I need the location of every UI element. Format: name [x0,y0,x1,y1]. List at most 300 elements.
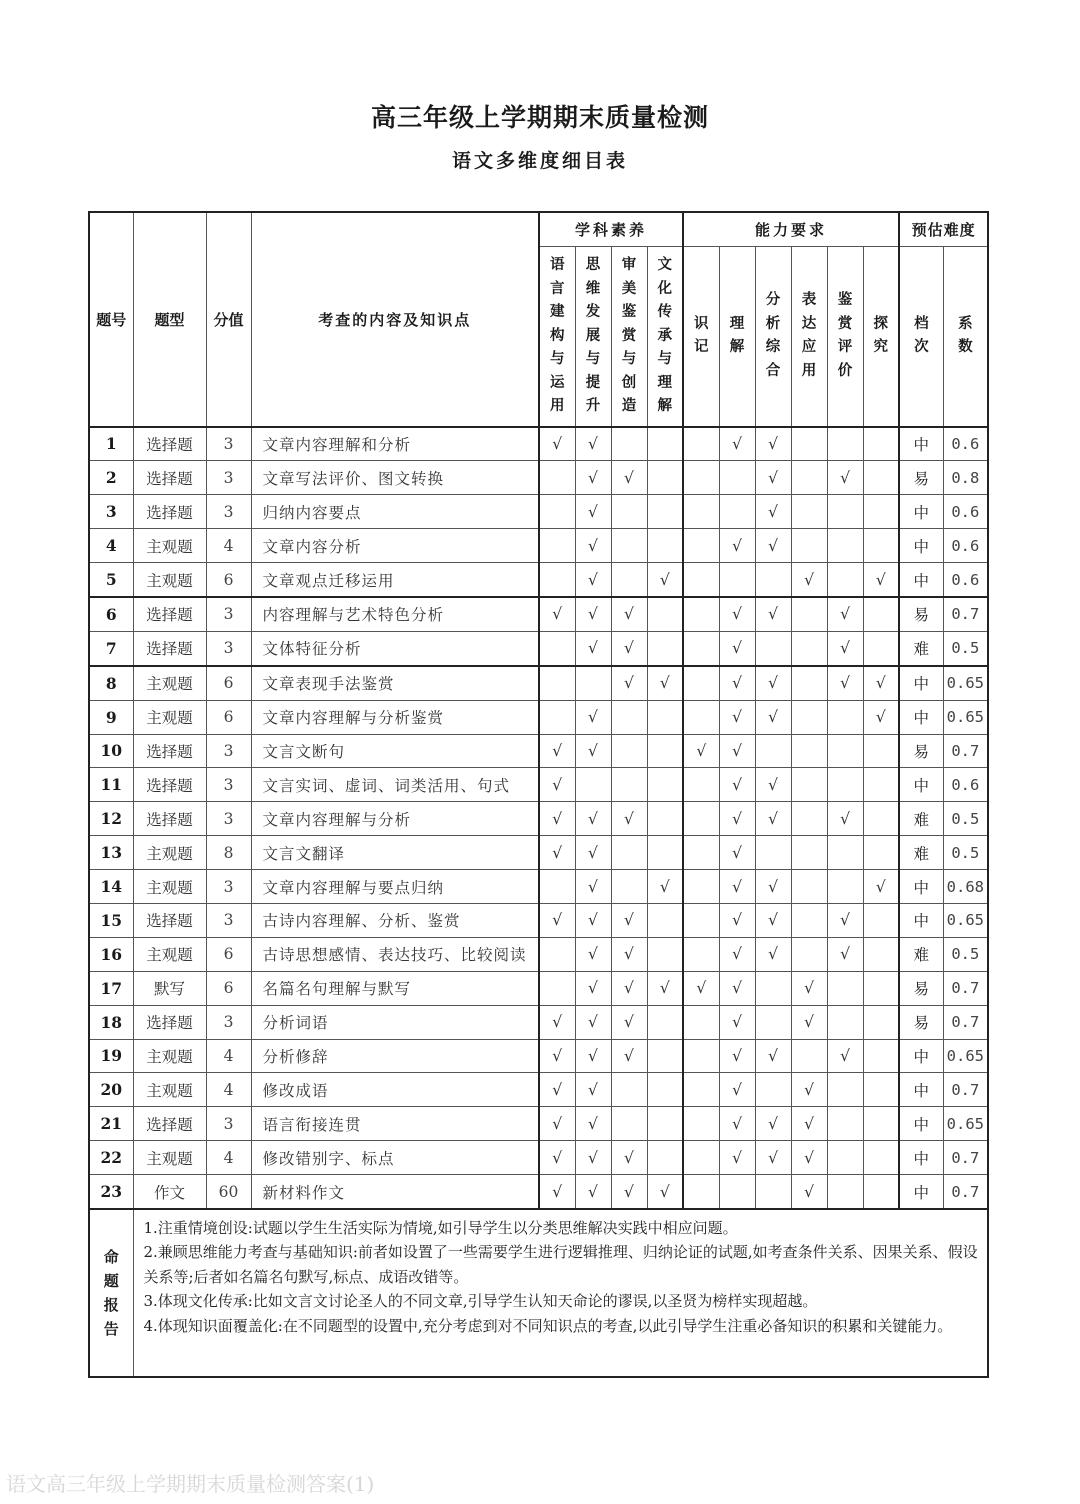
table-row [89,836,988,870]
header-char: 鉴 [621,304,637,320]
question-number: 23 [89,1175,133,1209]
question-type: 主观题 [133,1073,206,1107]
literacy-check-cell [647,1141,683,1175]
ability-check-cell [719,495,755,529]
question-number: 14 [89,870,133,904]
check-mark-icon: √ [575,1107,611,1141]
ability-check-cell [683,1073,719,1107]
check-mark-icon: √ [647,1175,683,1209]
check-mark-icon: √ [611,971,647,1005]
document-subtitle: 语文多维度细目表 [451,150,628,172]
check-mark-icon: √ [539,734,575,768]
header-coefficient [943,247,988,427]
ability-check-cell [863,631,899,665]
check-mark-icon: √ [719,768,755,802]
check-mark-icon: √ [791,563,827,597]
header-understand [719,247,755,427]
ability-check-cell [791,802,827,836]
table-row [89,734,988,768]
header-char: 系 [958,315,973,332]
header-char: 化 [657,280,672,297]
ability-check-cell [863,597,899,631]
header-char: 与 [657,351,672,367]
header-char: 提 [585,374,601,391]
report-item: 3.体现文化传承:比如文言文讨论圣人的不同文章,引导学生认知天命论的谬误,以圣贤为榜样实现超越。 [143,1292,818,1311]
table-row [89,495,988,529]
check-mark-icon: √ [647,870,683,904]
ability-check-cell [683,903,719,937]
question-score: 8 [206,836,251,870]
check-mark-icon: √ [719,597,755,631]
check-mark-icon: √ [539,1107,575,1141]
difficulty-level: 中 [899,427,943,461]
question-score: 4 [206,1073,251,1107]
question-type: 主观题 [133,700,206,734]
question-type: 作文 [133,1175,206,1209]
check-mark-icon: √ [791,1141,827,1175]
question-content: 古诗内容理解、分析、鉴赏 [251,903,539,937]
difficulty-level: 中 [899,1073,943,1107]
check-mark-icon: √ [575,870,611,904]
check-mark-icon: √ [539,1141,575,1175]
difficulty-coefficient: 0.7 [943,597,988,631]
check-mark-icon: √ [719,1141,755,1175]
check-mark-icon: √ [827,802,863,836]
check-mark-icon: √ [611,937,647,971]
check-mark-icon: √ [755,768,791,802]
ability-check-cell [791,461,827,495]
question-type: 主观题 [133,1141,206,1175]
question-number: 3 [89,495,133,529]
header-language-construction [539,247,575,427]
check-mark-icon: √ [575,1005,611,1039]
difficulty-coefficient: 0.5 [943,836,988,870]
ability-check-cell [683,768,719,802]
question-score: 6 [206,563,251,597]
difficulty-level: 难 [899,836,943,870]
question-content: 文章内容理解与分析鉴赏 [251,700,539,734]
question-type: 选择题 [133,631,206,665]
check-mark-icon: √ [791,1175,827,1209]
check-mark-icon: √ [755,1039,791,1073]
question-content: 文章表现手法鉴赏 [251,666,539,700]
ability-check-cell [791,836,827,870]
question-score: 3 [206,870,251,904]
question-type: 选择题 [133,768,206,802]
ability-check-cell [683,700,719,734]
check-mark-icon: √ [755,1107,791,1141]
literacy-check-cell [539,631,575,665]
check-mark-icon: √ [575,1073,611,1107]
header-char: 表 [801,292,817,309]
ability-check-cell [791,1039,827,1073]
check-mark-icon: √ [611,597,647,631]
question-number: 9 [89,700,133,734]
question-number: 12 [89,802,133,836]
header-char: 造 [621,398,637,414]
question-number: 11 [89,768,133,802]
ability-check-cell [683,937,719,971]
question-number: 18 [89,1005,133,1039]
ability-check-cell [683,427,719,461]
difficulty-level: 易 [899,734,943,768]
question-number: 6 [89,597,133,631]
literacy-check-cell [539,870,575,904]
difficulty-level: 易 [899,597,943,631]
question-score: 3 [206,903,251,937]
difficulty-coefficient: 0.5 [943,631,988,665]
ability-check-cell [827,495,863,529]
literacy-check-cell [611,1107,647,1141]
question-type: 选择题 [133,495,206,529]
difficulty-coefficient: 0.65 [943,1039,988,1073]
ability-check-cell [719,461,755,495]
check-mark-icon: √ [611,1175,647,1209]
check-mark-icon: √ [647,563,683,597]
header-char: 建 [550,304,565,320]
check-mark-icon: √ [575,1039,611,1073]
ability-check-cell [827,1107,863,1141]
check-mark-icon: √ [719,870,755,904]
ability-check-cell [683,802,719,836]
header-char: 言 [550,280,565,297]
question-type: 主观题 [133,563,206,597]
question-number: 4 [89,529,133,563]
question-content: 归纳内容要点 [251,495,539,529]
header-char: 赏 [837,315,853,332]
question-number: 2 [89,461,133,495]
literacy-check-cell [647,937,683,971]
question-type: 主观题 [133,937,206,971]
ability-check-cell [827,971,863,1005]
report-label-char: 报 [103,1295,119,1314]
table-row [89,563,988,597]
ability-check-cell [755,836,791,870]
question-score: 3 [206,597,251,631]
check-mark-icon: √ [611,1005,647,1039]
question-content: 分析词语 [251,1005,539,1039]
check-mark-icon: √ [719,1107,755,1141]
header-char: 维 [585,280,601,297]
check-mark-icon: √ [611,903,647,937]
question-score: 4 [206,1141,251,1175]
header-explore [863,247,899,427]
header-char: 用 [550,398,565,414]
question-score: 3 [206,495,251,529]
ability-check-cell [863,768,899,802]
difficulty-level: 易 [899,1005,943,1039]
question-type: 主观题 [133,836,206,870]
check-mark-icon: √ [755,666,791,700]
literacy-check-cell [539,461,575,495]
table-row [89,666,988,700]
check-mark-icon: √ [575,461,611,495]
ability-check-cell [863,836,899,870]
ability-check-cell [791,529,827,563]
difficulty-coefficient: 0.7 [943,1073,988,1107]
ability-check-cell [791,631,827,665]
check-mark-icon: √ [575,937,611,971]
literacy-check-cell [539,495,575,529]
question-content: 修改成语 [251,1073,539,1107]
question-type: 选择题 [133,802,206,836]
header-char: 创 [621,374,637,391]
header-no: 题号 [89,212,133,427]
check-mark-icon: √ [647,666,683,700]
header-char: 传 [657,304,672,320]
check-mark-icon: √ [575,734,611,768]
literacy-check-cell [539,971,575,1005]
header-char: 鉴 [837,292,853,309]
question-score: 6 [206,700,251,734]
report-label-char: 题 [103,1271,119,1290]
check-mark-icon: √ [755,461,791,495]
check-mark-icon: √ [611,1141,647,1175]
question-content: 文体特征分析 [251,631,539,665]
check-mark-icon: √ [719,1005,755,1039]
check-mark-icon: √ [683,734,719,768]
check-mark-icon: √ [575,495,611,529]
check-mark-icon: √ [719,903,755,937]
check-mark-icon: √ [755,937,791,971]
difficulty-level: 中 [899,768,943,802]
ability-check-cell [683,1039,719,1073]
check-mark-icon: √ [719,529,755,563]
literacy-check-cell [647,734,683,768]
question-number: 10 [89,734,133,768]
question-number: 8 [89,666,133,700]
literacy-check-cell [611,427,647,461]
check-mark-icon: √ [575,903,611,937]
check-mark-icon: √ [827,903,863,937]
question-content: 文章内容分析 [251,529,539,563]
header-ability-group: 能力要求 [683,212,899,247]
ability-check-cell [791,768,827,802]
check-mark-icon: √ [827,937,863,971]
check-mark-icon: √ [719,700,755,734]
check-mark-icon: √ [719,666,755,700]
question-type: 默写 [133,971,206,1005]
question-content: 修改错别字、标点 [251,1141,539,1175]
question-content: 文章观点迁移运用 [251,563,539,597]
question-content: 文章内容理解与分析 [251,802,539,836]
difficulty-level: 难 [899,802,943,836]
table-row [89,529,988,563]
check-mark-icon: √ [539,836,575,870]
literacy-check-cell [611,1073,647,1107]
check-mark-icon: √ [863,666,899,700]
difficulty-coefficient: 0.8 [943,461,988,495]
check-mark-icon: √ [755,700,791,734]
header-row-groups [89,212,988,247]
table-row [89,937,988,971]
difficulty-coefficient: 0.7 [943,1005,988,1039]
check-mark-icon: √ [827,1039,863,1073]
check-mark-icon: √ [755,597,791,631]
ability-check-cell [791,700,827,734]
difficulty-level: 中 [899,870,943,904]
ability-check-cell [683,666,719,700]
check-mark-icon: √ [683,971,719,1005]
ability-check-cell [863,1005,899,1039]
header-char: 升 [585,398,601,414]
header-char: 究 [873,339,889,356]
difficulty-coefficient: 0.65 [943,1107,988,1141]
check-mark-icon: √ [575,700,611,734]
table-row [89,1005,988,1039]
literacy-check-cell [611,529,647,563]
literacy-check-cell [647,631,683,665]
ability-check-cell [827,563,863,597]
literacy-check-cell [539,666,575,700]
ability-check-cell [827,700,863,734]
difficulty-coefficient: 0.7 [943,971,988,1005]
question-number: 20 [89,1073,133,1107]
check-mark-icon: √ [827,666,863,700]
difficulty-coefficient: 0.6 [943,768,988,802]
check-mark-icon: √ [539,1039,575,1073]
literacy-check-cell [539,563,575,597]
header-char: 运 [550,374,565,391]
report-label-char: 告 [103,1319,119,1338]
question-content: 新材料作文 [251,1175,539,1209]
difficulty-coefficient: 0.65 [943,666,988,700]
difficulty-coefficient: 0.6 [943,427,988,461]
ability-check-cell [863,903,899,937]
ability-check-cell [683,870,719,904]
header-char: 达 [801,315,817,332]
table-row [89,1107,988,1141]
ability-check-cell [755,1175,791,1209]
question-score: 3 [206,1005,251,1039]
report-label-char: 命 [103,1247,119,1266]
question-number: 16 [89,937,133,971]
literacy-check-cell [647,495,683,529]
ability-check-cell [863,971,899,1005]
header-level [899,247,943,427]
ability-check-cell [791,734,827,768]
check-mark-icon: √ [755,427,791,461]
difficulty-coefficient: 0.6 [943,563,988,597]
check-mark-icon: √ [539,1005,575,1039]
difficulty-coefficient: 0.68 [943,870,988,904]
ability-check-cell [863,1141,899,1175]
ability-check-cell [791,666,827,700]
page-footer: 语文高三年级上学期期末质量检测答案(1) [6,1472,375,1496]
check-mark-icon: √ [755,495,791,529]
header-express [791,247,827,427]
table-row [89,903,988,937]
check-mark-icon: √ [791,1005,827,1039]
header-char: 承 [657,327,672,344]
difficulty-level: 难 [899,937,943,971]
difficulty-level: 中 [899,700,943,734]
difficulty-coefficient: 0.65 [943,700,988,734]
question-content: 名篇名句理解与默写 [251,971,539,1005]
question-score: 3 [206,461,251,495]
ability-check-cell [791,427,827,461]
specification-table [88,211,989,1378]
check-mark-icon: √ [755,1141,791,1175]
check-mark-icon: √ [611,461,647,495]
question-number: 21 [89,1107,133,1141]
report-item: 4.体现知识面覆盖化:在不同题型的设置中,充分考虑到对不同知识点的考查,以此引导学生注重必备知识的积累和关键能力。 [143,1316,953,1335]
ability-check-cell [827,870,863,904]
table-row [89,1175,988,1209]
check-mark-icon: √ [575,802,611,836]
header-char: 语 [550,257,565,273]
ability-check-cell [827,1005,863,1039]
check-mark-icon: √ [755,529,791,563]
header-thinking-development [575,247,611,427]
check-mark-icon: √ [827,461,863,495]
ability-check-cell [863,734,899,768]
ability-check-cell [863,495,899,529]
ability-check-cell [683,1141,719,1175]
table-row [89,427,988,461]
check-mark-icon: √ [863,563,899,597]
ability-check-cell [863,427,899,461]
check-mark-icon: √ [719,971,755,1005]
literacy-check-cell [611,768,647,802]
header-char: 分 [765,292,781,309]
check-mark-icon: √ [827,597,863,631]
literacy-check-cell [575,768,611,802]
question-type: 选择题 [133,461,206,495]
literacy-check-cell [647,427,683,461]
header-char: 理 [729,315,745,332]
ability-check-cell [755,631,791,665]
difficulty-coefficient: 0.5 [943,802,988,836]
question-number: 22 [89,1141,133,1175]
header-memorize [683,247,719,427]
ability-check-cell [863,937,899,971]
question-score: 6 [206,666,251,700]
literacy-check-cell [539,937,575,971]
header-char: 文 [657,257,672,273]
header-char: 思 [585,257,601,273]
check-mark-icon: √ [575,1175,611,1209]
ability-check-cell [719,563,755,597]
header-analyze [755,247,791,427]
question-type: 主观题 [133,1039,206,1073]
literacy-check-cell [611,495,647,529]
question-score: 4 [206,529,251,563]
header-type: 题型 [133,212,206,427]
question-content: 内容理解与艺术特色分析 [251,597,539,631]
check-mark-icon: √ [719,734,755,768]
header-aesthetic-appreciation [611,247,647,427]
table-row [89,1039,988,1073]
ability-check-cell [863,461,899,495]
check-mark-icon: √ [755,903,791,937]
table-row [89,768,988,802]
ability-check-cell [827,427,863,461]
ability-check-cell [863,1039,899,1073]
header-char: 应 [801,339,817,356]
header-appreciate [827,247,863,427]
check-mark-icon: √ [719,1073,755,1107]
question-type: 选择题 [133,427,206,461]
report-item: 2.兼顾思维能力考查与基础知识:前者如设置了一些需要学生进行逻辑推理、归纳论证的试题,如考查条件关系、因果关系、假设关系等;后者如名篇名句默写,标点、成语改错等。 [143,1243,978,1286]
check-mark-icon: √ [719,802,755,836]
ability-check-cell [755,734,791,768]
check-mark-icon: √ [719,937,755,971]
literacy-check-cell [611,734,647,768]
ability-check-cell [863,802,899,836]
header-char: 识 [694,315,709,332]
ability-check-cell [863,529,899,563]
